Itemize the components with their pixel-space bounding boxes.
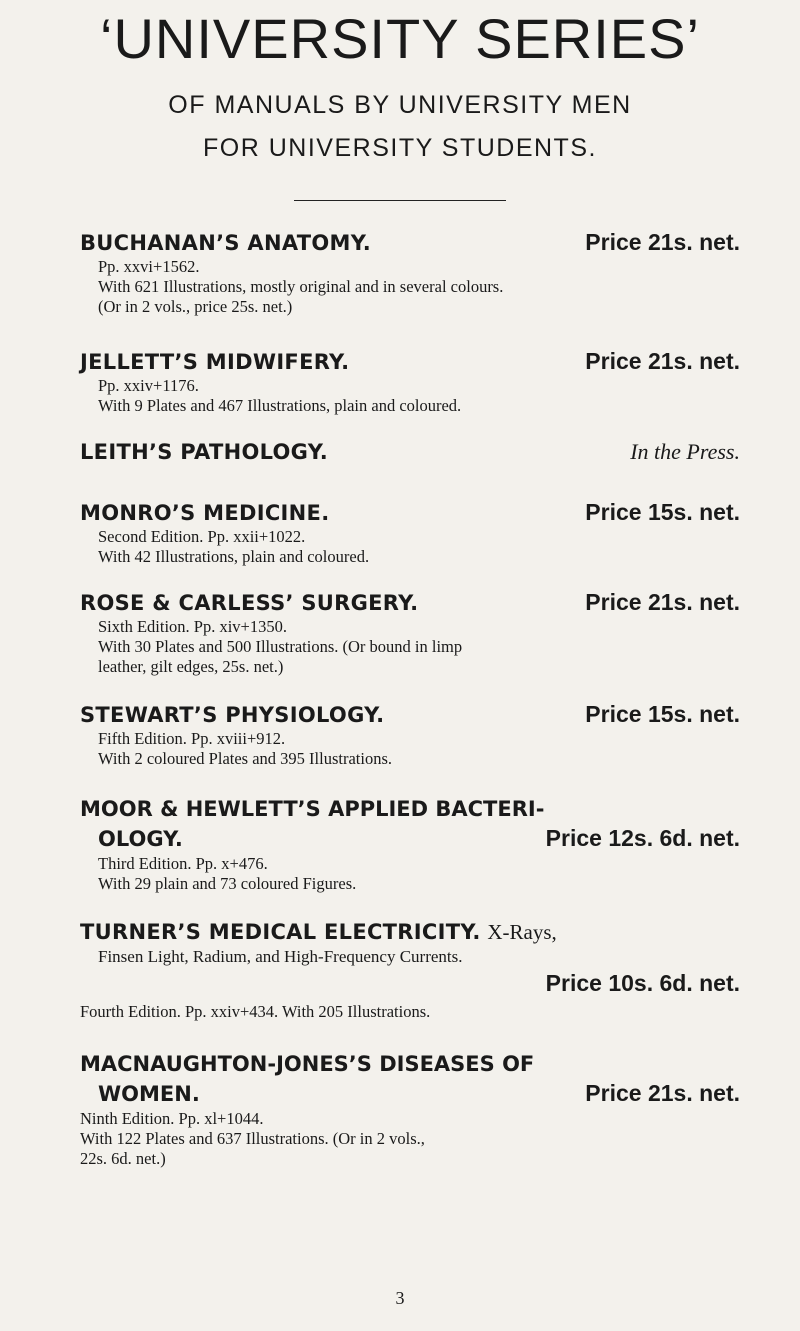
entry-title: LEITH’S PATHOLOGY. <box>80 440 329 464</box>
entry-title: MOOR & HEWLETT’S APPLIED BACTERI- <box>80 797 545 821</box>
entry-note: (Or in 2 vols., price 25s. net.) <box>98 297 293 316</box>
entry-illustrations: With 621 Illustrations, mostly original and in several colours. <box>98 277 504 296</box>
entry-price: Price 15s. net. <box>585 499 740 525</box>
entry-leith-pathology <box>80 438 740 466</box>
entry-price: Price 12s. 6d. net. <box>545 825 740 851</box>
series-title: ‘UNIVERSITY SERIES’ <box>100 7 700 70</box>
entry-edition: Third Edition. Pp. x+476. <box>98 854 268 873</box>
divider-rule <box>294 200 506 201</box>
entry-pages: Pp. xxvi+1562. <box>98 257 200 276</box>
entry-edition: Fourth Edition. Pp. xxiv+434. With 205 Illustrations. <box>80 1002 431 1021</box>
entry-title-cont: Finsen Light, Radium, and High-Frequency Currents. <box>98 947 463 966</box>
entry-price: Price 21s. net. <box>585 1080 740 1106</box>
entry-title: STEWART’S PHYSIOLOGY. <box>80 703 385 727</box>
entry-buchanan-anatomy <box>80 228 740 317</box>
entry-title-rest: X-Rays, <box>487 920 557 944</box>
entry-edition: Ninth Edition. Pp. xl+1044. <box>80 1109 264 1128</box>
entry-moor-hewlett-bacteriology <box>80 795 740 894</box>
entry-price: Price 15s. net. <box>585 701 740 727</box>
entry-edition: Second Edition. Pp. xxii+1022. <box>98 527 306 546</box>
entry-title: JELLETT’S MIDWIFERY. <box>80 350 350 374</box>
entry-price: Price 10s. 6d. net. <box>545 970 740 996</box>
entry-title-cont: WOMEN. <box>98 1082 200 1106</box>
entry-illustrations: With 2 coloured Plates and 395 Illustrations. <box>98 749 392 768</box>
entry-rose-carless-surgery <box>80 588 740 677</box>
entry-stewart-physiology <box>80 700 740 769</box>
entry-title: MACNAUGHTON-JONES’S DISEASES OF <box>80 1052 535 1076</box>
entry-turner-medical-electricity <box>80 918 740 1022</box>
entry-macnaughton-jones-diseases-of-women <box>80 1050 740 1169</box>
entry-note: leather, gilt edges, 25s. net.) <box>98 657 284 676</box>
entry-jellett-midwifery <box>80 347 740 416</box>
entry-edition: Sixth Edition. Pp. xiv+1350. <box>98 617 287 636</box>
entry-title: TURNER’S MEDICAL ELECTRICITY. <box>80 920 481 944</box>
entry-illustrations: With 9 Plates and 467 Illustrations, plain and coloured. <box>98 396 462 415</box>
entry-status: In the Press. <box>630 439 740 464</box>
entry-price: Price 21s. net. <box>585 348 740 374</box>
series-subtitle-line2: FOR UNIVERSITY STUDENTS. <box>203 134 597 162</box>
entry-price: Price 21s. net. <box>585 589 740 615</box>
entry-illustrations: With 29 plain and 73 coloured Figures. <box>98 874 357 893</box>
entry-monro-medicine <box>80 498 740 567</box>
entry-price: Price 21s. net. <box>585 229 740 255</box>
entry-pages: Pp. xxiv+1176. <box>98 376 199 395</box>
page-number: 3 <box>395 1288 405 1308</box>
entry-title: BUCHANAN’S ANATOMY. <box>80 231 372 255</box>
entry-illustrations: With 30 Plates and 500 Illustrations. (Or bound in limp <box>98 637 463 656</box>
entry-note: 22s. 6d. net.) <box>80 1149 166 1168</box>
entry-title: MONRO’S MEDICINE. <box>80 501 330 525</box>
entry-title: ROSE & CARLESS’ SURGERY. <box>80 591 419 615</box>
entry-illustrations: With 122 Plates and 637 Illustrations. (Or in 2 vols., <box>80 1129 425 1148</box>
entry-illustrations: With 42 Illustrations, plain and coloured. <box>98 547 370 566</box>
entry-title-cont: OLOGY. <box>98 827 183 851</box>
entry-edition: Fifth Edition. Pp. xviii+912. <box>98 729 286 748</box>
series-subtitle-line1: OF MANUALS BY UNIVERSITY MEN <box>168 91 632 119</box>
